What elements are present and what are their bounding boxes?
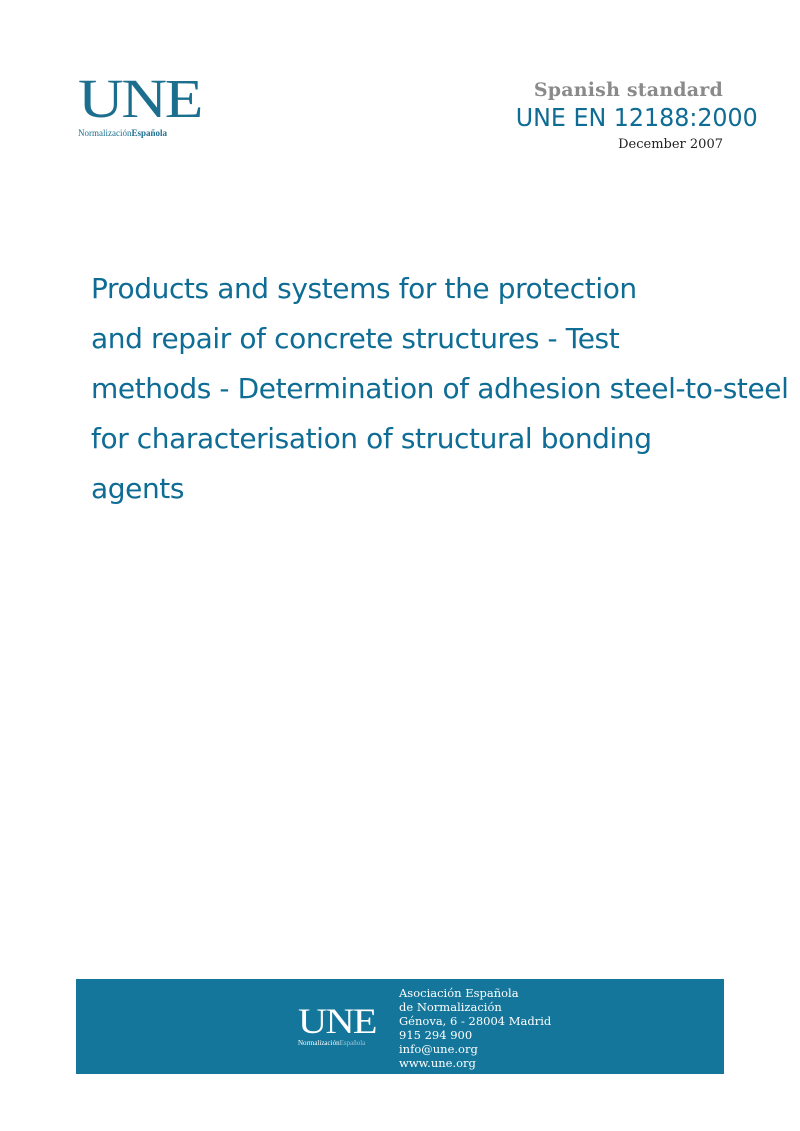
footer-org-name-2: de Normalización [399, 1000, 502, 1014]
footer-street-address: Génova, 6 - 28004 Madrid [399, 1014, 552, 1028]
standard-date: December 2007 [618, 137, 723, 152]
standard-code: UNE EN 12188:2000 [515, 103, 758, 132]
footer-email-link[interactable]: info@une.org [399, 1042, 478, 1056]
document-title [91, 264, 800, 514]
footer-website-link[interactable]: www.une.org [399, 1056, 476, 1070]
standard-header [503, 78, 758, 154]
title-line-5: agents [91, 472, 185, 505]
une-logo-subtitle-part2: Española [131, 128, 168, 138]
title-line-3: methods - Determination of adhesion steel-to-steel [91, 372, 789, 405]
title-line-1: Products and systems for the protection [91, 272, 637, 305]
une-logo [78, 68, 202, 139]
footer-banner [76, 979, 724, 1074]
title-line-2: and repair of concrete structures - Test [91, 322, 620, 355]
footer-logo-subtitle-part2: Española [339, 1039, 366, 1047]
footer-logo-mark: UNE [298, 1001, 376, 1041]
footer-une-logo [298, 1001, 376, 1048]
footer-phone: 915 294 900 [399, 1028, 473, 1042]
footer-logo-subtitle-part1: Normalización [298, 1039, 340, 1047]
une-logo-subtitle-part1: Normalización [78, 128, 132, 138]
title-line-4: for characterisation of structural bonding [91, 422, 652, 455]
footer-address [399, 986, 551, 1070]
une-logo-subtitle [78, 128, 198, 139]
une-logo-mark: UNE [78, 68, 202, 129]
footer-org-name-1: Asociación Española [399, 986, 519, 1000]
standard-label: Spanish standard [533, 79, 723, 101]
